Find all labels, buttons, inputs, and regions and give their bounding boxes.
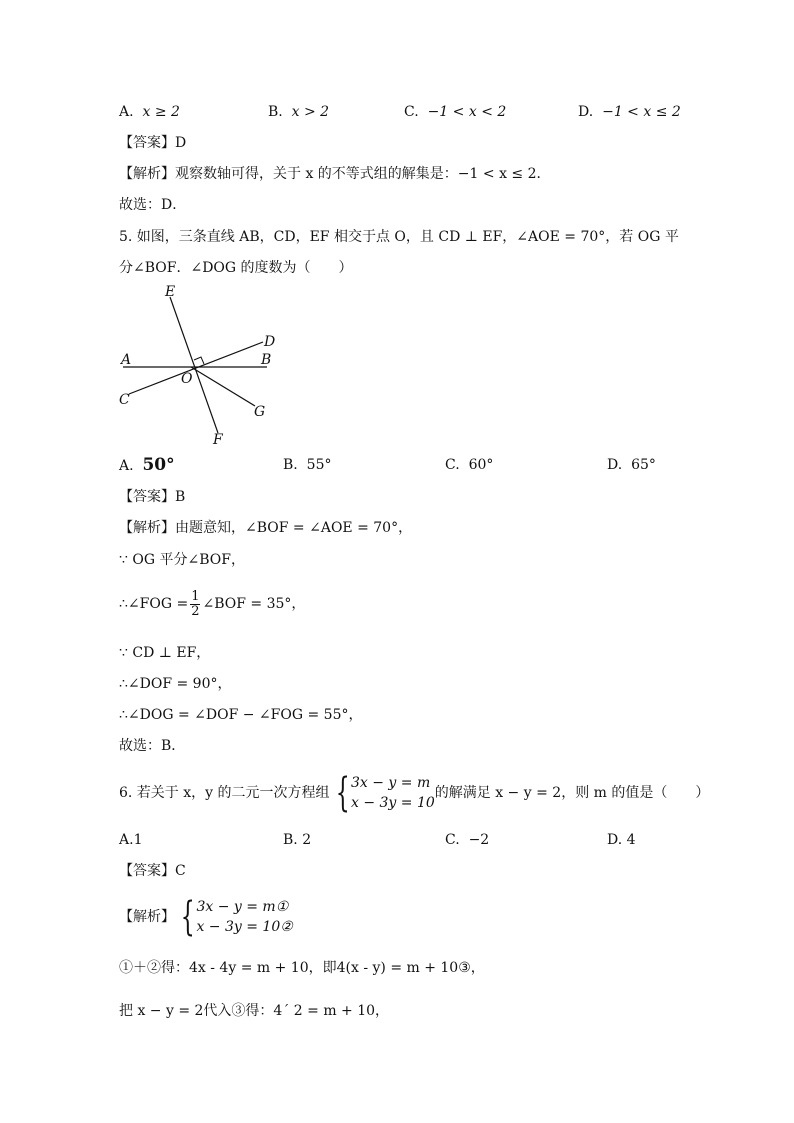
fraction-one-half: $\frac{1}{2}$: [191, 588, 200, 619]
q5-analysis-line4: ∵ CD ⊥ EF，: [119, 645, 211, 661]
q6-equation-system: { 3x − y = m x − 3y = 10: [335, 770, 435, 816]
label-b: B: [261, 352, 272, 368]
q5-analysis-line5: ∴∠DOF = 90°，: [119, 676, 232, 692]
right-angle-mark: [194, 357, 204, 364]
q5-conclusion: 故选：B．: [119, 738, 186, 754]
q6-answer: 【答案】C: [119, 863, 186, 879]
q6-step1: ①＋②得：4x - 4y = m + 10，即4(x - y) = m + 10③，: [119, 960, 485, 976]
q6-option-c: C. −2: [445, 832, 490, 848]
q6-option-a: A.1: [119, 832, 143, 848]
label-o: O: [181, 371, 193, 387]
q4-answer: 【答案】D: [119, 135, 187, 151]
ray-og: [191, 367, 255, 406]
q6-analysis-system: 【解析】 { 3x − y = m① x − 3y = 10②: [119, 894, 293, 940]
q4-option-b: B. x > 2: [268, 104, 330, 120]
q6-stem: 6. 若关于 x，y 的二元一次方程组 { 3x − y = m x − 3y = 10 的解满足 x − y = 2，则 m 的值是（ ）: [119, 770, 710, 816]
q6-option-d: D. 4: [607, 832, 636, 848]
q4-conclusion: 故选：D．: [119, 197, 187, 213]
label-f: F: [213, 432, 223, 448]
q5-answer: 【答案】B: [119, 489, 186, 505]
q5-stem-line1: 5. 如图，三条直线 AB，CD，EF 相交于点 O，且 CD ⊥ EF，∠AOE = 70°，若 OG 平: [119, 229, 679, 245]
q5-analysis-line3: ∴∠FOG = $\frac{1}{2}$ ∠BOF = 35°，: [119, 588, 306, 619]
q6-step2: 把 x − y = 2代入③得：4´ 2 = m + 10，: [119, 1003, 390, 1019]
q5-option-d: D. 65°: [607, 457, 656, 473]
label-a: A: [121, 352, 132, 368]
q5-stem-line2: 分∠BOF．∠DOG 的度数为（ ）: [119, 260, 353, 276]
q5-option-b: B. 55°: [283, 457, 332, 473]
q4-analysis: 【解析】观察数轴可得，关于 x 的不等式组的解集是：−1 < x ≤ 2．: [119, 166, 551, 182]
q5-analysis-line2: ∵ OG 平分∠BOF，: [119, 552, 245, 568]
q5-option-a: A. 50°: [119, 455, 175, 475]
line-ef: [170, 297, 218, 433]
label-g: G: [254, 404, 266, 420]
q5-analysis-line6: ∴∠DOG = ∠DOF − ∠FOG = 55°，: [119, 707, 363, 723]
q4-option-a: A. x ≥ 2: [119, 104, 180, 120]
q6-analysis-equation-system: { 3x − y = m① x − 3y = 10②: [180, 894, 293, 940]
q4-option-d: D. −1 < x ≤ 2: [578, 104, 681, 120]
label-e: E: [165, 284, 176, 300]
line-cd: [129, 342, 263, 394]
label-d: D: [264, 334, 276, 350]
q4-option-c: C. −1 < x < 2: [404, 104, 507, 120]
label-c: C: [119, 392, 130, 408]
q5-geometry-figure: [115, 280, 290, 450]
q5-analysis-line1: 【解析】由题意知，∠BOF = ∠AOE = 70°，: [119, 520, 413, 536]
q6-option-b: B. 2: [283, 832, 312, 848]
q5-option-c: C. 60°: [445, 457, 494, 473]
